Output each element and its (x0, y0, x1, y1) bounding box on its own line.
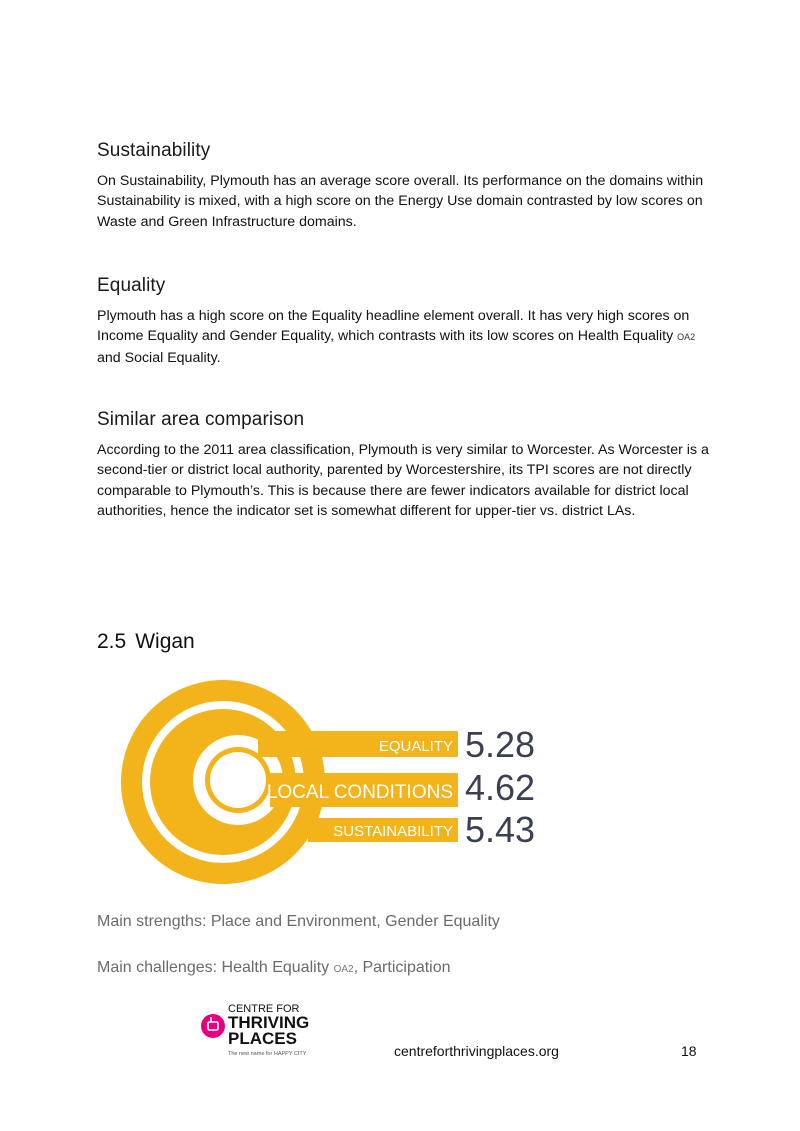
section-number: 2.5 (97, 630, 127, 653)
section-heading: Similar area comparison (97, 409, 305, 430)
oa2-marker: OA2 (677, 332, 696, 343)
logo-tagline: The new name for HAPPY CITY (228, 1051, 307, 1057)
section-body: According to the 2011 area classification, Plymouth is very similar to Worcester. As Worcester is a second-tier or district local authority, parented by Worcestershire, its TPI scores are not directly comparable to Plymouth’s. This is because there are fewer indicators available for district local authorities, hence the indicator set is somewhat different for upper-tier vs. district LAs. (97, 442, 709, 519)
main-strengths: Main strengths: Place and Environment, Gender Equality (97, 913, 500, 930)
challenges-text: Main challenges: Health Equality (97, 959, 334, 976)
body-text: Plymouth has a high score on the Equality headline element overall. It has very high scores on Income Equality and Gender Equality, which contrasts with its low scores on Health Equality (97, 308, 690, 345)
section-title: Wigan (135, 630, 195, 653)
oa2-marker: OA2 (333, 964, 354, 975)
sustainability-score: 5.43 (465, 809, 536, 850)
sustainability-label: SUSTAINABILITY (333, 823, 453, 840)
page-number: 18 (681, 1043, 697, 1059)
local-conditions-label: LOCAL CONDITIONS (266, 782, 453, 803)
challenges-text: , Participation (353, 959, 451, 976)
equality-score: 5.28 (465, 724, 536, 765)
logo-line-1: CENTRE FOR (228, 1003, 300, 1015)
section-body: On Sustainability, Plymouth has an average score overall. Its performance on the domains within Sustainability is mixed, with a high score on the Energy Use domain contrasted by low scores on Waste and Green Infrastructure domains. (97, 173, 704, 230)
logo-line-2: THRIVING (228, 1013, 310, 1032)
section-heading: Equality (97, 275, 166, 296)
equality-label: EQUALITY (378, 738, 453, 755)
logo-line-3: PLACES (228, 1029, 297, 1048)
section-heading: Sustainability (97, 140, 211, 161)
local-conditions-score: 4.62 (465, 767, 536, 808)
body-text: and Social Equality. (97, 349, 221, 366)
logo-mark-icon (201, 1014, 225, 1038)
main-challenges (97, 959, 451, 977)
footer-url: centreforthrivingplaces.org (394, 1043, 559, 1059)
centre-for-thriving-places-logo (200, 998, 330, 1060)
